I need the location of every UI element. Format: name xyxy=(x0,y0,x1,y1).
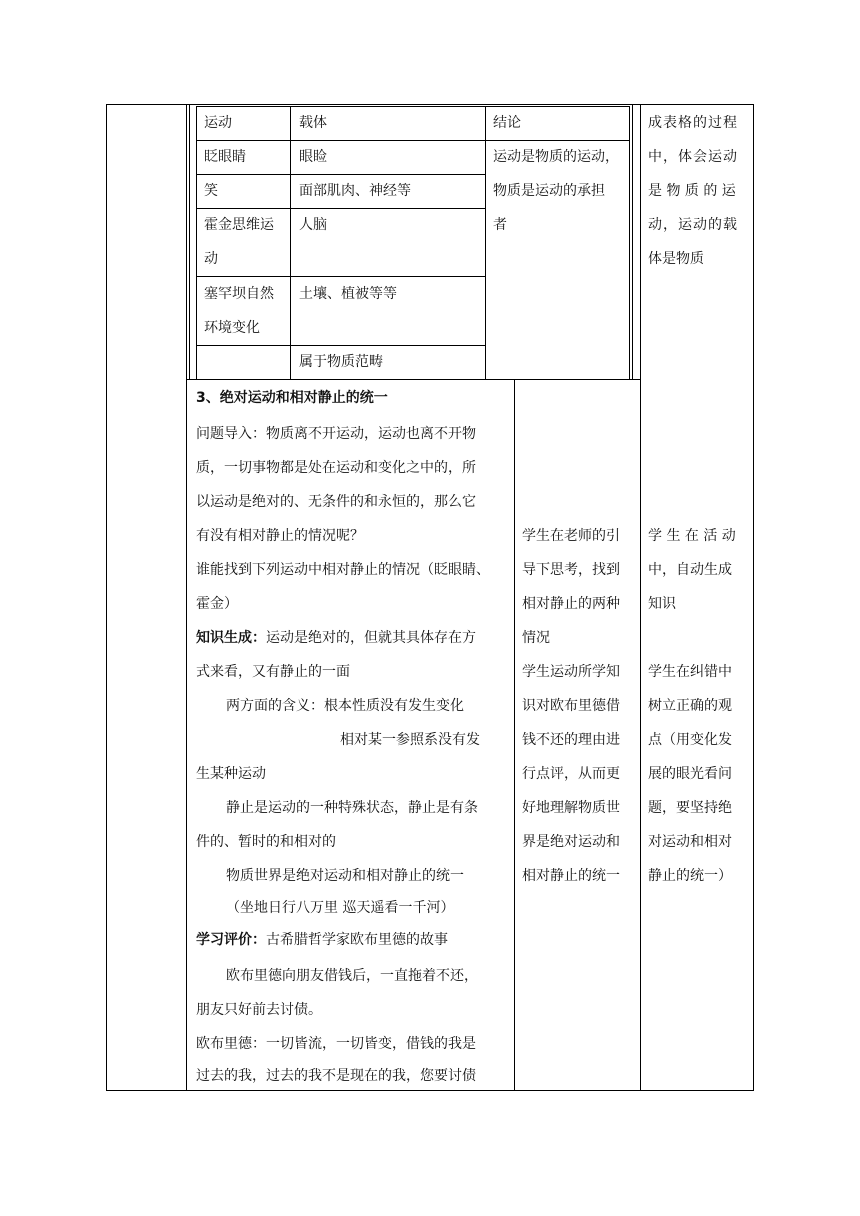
col-divider-1a xyxy=(186,104,187,1091)
header-motion: 运动 xyxy=(204,115,232,131)
eval-label: 学习评价： xyxy=(196,932,266,948)
col-divider-3a xyxy=(632,104,633,379)
outer-border-right xyxy=(753,104,754,1091)
meaning-line: 相对某一参照系没有发 xyxy=(340,732,480,748)
motion-saihanba-2: 环境变化 xyxy=(204,320,260,336)
knowledge-cont: 式来看，又有静止的一面 xyxy=(196,664,350,680)
carrier-brain: 人脑 xyxy=(299,217,327,233)
inner-col-divider-2 xyxy=(485,106,486,379)
intent-line: 对运动和相对 xyxy=(648,834,732,850)
meaning-line: 两方面的含义：根本性质没有发生变化 xyxy=(226,698,464,714)
intent-top-line: 动，运动的载 xyxy=(648,217,738,233)
col-divider-2 xyxy=(514,379,515,1091)
conclusion-2: 物质是运动的承担 xyxy=(493,183,605,199)
story-line: 过去的我，过去的我不是现在的我，您要讨债 xyxy=(196,1068,476,1084)
intent-line: 静止的统一） xyxy=(648,868,732,884)
intent-line: 学生在纠错中 xyxy=(648,664,732,680)
intent-line: 知识 xyxy=(648,596,676,612)
inner-row-line-4 xyxy=(196,276,485,277)
intent-line: 中，自动生成 xyxy=(648,562,732,578)
row-divider xyxy=(186,379,641,380)
student-line: 相对静止的统一 xyxy=(522,868,620,884)
intro-line: 霍金） xyxy=(196,596,238,612)
student-line: 行点评，从而更 xyxy=(522,766,620,782)
inner-row-line-5 xyxy=(196,345,485,346)
story-line: 欧布里德：一切皆流，一切皆变，借钱的我是 xyxy=(196,1036,476,1052)
outer-border-bottom xyxy=(106,1090,754,1091)
student-line: 学生在老师的引 xyxy=(522,528,620,544)
student-line: 学生运动所学知 xyxy=(522,664,620,680)
header-carrier: 载体 xyxy=(299,115,327,131)
intro-line: 有没有相对静止的情况呢？ xyxy=(196,528,364,544)
student-line: 界是绝对运动和 xyxy=(522,834,620,850)
carrier-eyelid: 眼睑 xyxy=(299,149,327,165)
inner-border-right xyxy=(629,106,630,379)
unity-line: 物质世界是绝对运动和相对静止的统一 xyxy=(226,868,464,884)
intro-line: 以运动是绝对的、无条件的和永恒的，那么它 xyxy=(196,494,476,510)
static-line: 件的、暂时的和相对的 xyxy=(196,834,336,850)
student-line: 情况 xyxy=(522,630,550,646)
intro-line: 质，一切事物都是处在运动和变化之中的，所 xyxy=(196,460,476,476)
intent-top-line: 中，体会运动 xyxy=(648,149,738,165)
student-line: 识对欧布里德借 xyxy=(522,698,620,714)
outer-border-top xyxy=(106,104,754,105)
motion-smile: 笑 xyxy=(204,183,218,199)
intent-line: 题，要坚持绝 xyxy=(648,800,732,816)
intro-line: 问题导入：物质离不开运动，运动也离不开物 xyxy=(196,426,476,442)
outer-border-left xyxy=(106,104,107,1091)
intro-line: 谁能找到下列运动中相对静止的情况（眨眼睛、 xyxy=(196,562,490,578)
intent-line: 学 生 在 活 动 xyxy=(648,528,736,544)
meaning-line: 生某种运动 xyxy=(196,766,266,782)
carrier-matter: 属于物质范畴 xyxy=(299,354,383,370)
col-divider-1b xyxy=(189,104,190,379)
motion-hawking-2: 动 xyxy=(204,251,218,267)
inner-border-top xyxy=(196,106,630,107)
student-line: 好地理解物质世 xyxy=(522,800,620,816)
intent-line: 点（用变化发 xyxy=(648,732,732,748)
conclusion-1: 运动是物质的运动， xyxy=(493,149,619,165)
poem-line: （坐地日行八万里 巡天遥看一千河） xyxy=(226,900,455,916)
col-divider-3b xyxy=(640,104,641,1091)
intent-top-line: 是 物 质 的 运 xyxy=(648,183,736,199)
student-line: 相对静止的两种 xyxy=(522,596,620,612)
inner-row-line-3 xyxy=(196,208,485,209)
knowledge-text: 运动是绝对的，但就其具体存在方 xyxy=(266,630,476,646)
student-line: 钱不还的理由进 xyxy=(522,732,620,748)
story-line: 朋友只好前去讨债。 xyxy=(196,1002,322,1018)
carrier-face: 面部肌肉、神经等 xyxy=(299,183,411,199)
header-conclusion: 结论 xyxy=(493,115,521,131)
inner-border-left xyxy=(196,106,197,379)
intent-line: 树立正确的观 xyxy=(648,698,732,714)
inner-row-line-2 xyxy=(196,174,485,175)
motion-blink: 眨眼睛 xyxy=(204,149,246,165)
knowledge-label: 知识生成： xyxy=(196,630,266,646)
eval-text: 古希腊哲学家欧布里德的故事 xyxy=(266,932,448,948)
carrier-soil: 土壤、植被等等 xyxy=(299,286,397,302)
section-heading: 3、绝对运动和相对静止的统一 xyxy=(196,390,388,406)
inner-row-line-1 xyxy=(196,140,629,141)
static-line: 静止是运动的一种特殊状态，静止是有条 xyxy=(226,800,478,816)
intent-top-line: 成表格的过程 xyxy=(648,115,738,131)
student-line: 导下思考，找到 xyxy=(522,562,620,578)
intent-top-line: 体是物质 xyxy=(648,251,704,267)
motion-hawking-1: 霍金思维运 xyxy=(204,217,274,233)
conclusion-3: 者 xyxy=(493,217,507,233)
motion-saihanba-1: 塞罕坝自然 xyxy=(204,286,274,302)
story-line: 欧布里德向朋友借钱后，一直拖着不还， xyxy=(226,968,478,984)
intent-line: 展的眼光看问 xyxy=(648,766,732,782)
inner-col-divider-1 xyxy=(290,106,291,379)
